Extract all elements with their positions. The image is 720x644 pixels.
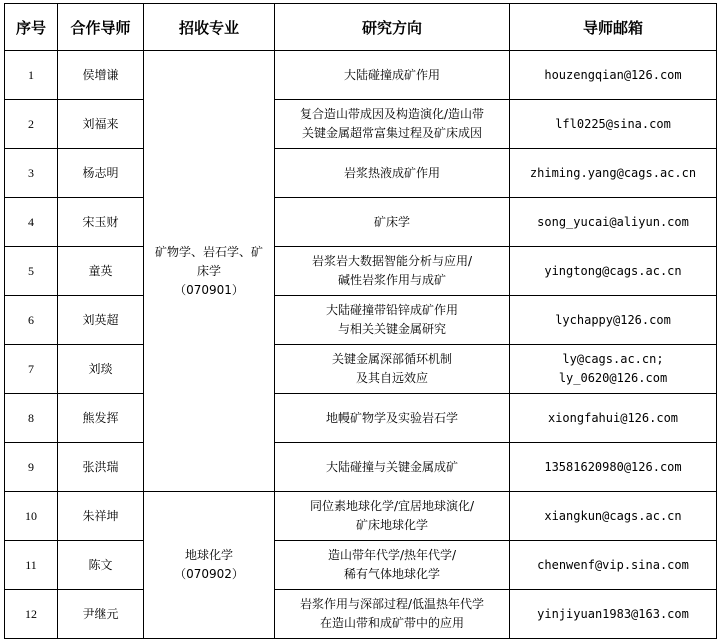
- research-direction: [275, 590, 510, 639]
- research-direction-line: 稀有气体地球化学: [343, 567, 440, 581]
- header-email: 导师邮箱: [510, 4, 717, 51]
- email-address: lychappy@126.com: [555, 312, 671, 327]
- major-cell: [144, 492, 275, 639]
- research-direction: [275, 541, 510, 590]
- advisor-name: 侯增谦: [58, 51, 144, 100]
- advisor-name: 熊发挥: [58, 394, 144, 443]
- research-direction-line: 岩浆岩大数据智能分析与应用/: [311, 254, 473, 268]
- research-direction-line: 大陆碰撞成矿作用: [343, 67, 440, 82]
- major-code: （070902）: [174, 567, 244, 581]
- advisor-name: 宋玉财: [58, 198, 144, 247]
- row-index: 2: [5, 100, 58, 149]
- email-address: song_yucai@aliyun.com: [537, 214, 689, 229]
- research-direction: [275, 492, 510, 541]
- research-direction: [275, 443, 510, 492]
- research-direction-line: 及其自远效应: [355, 371, 428, 385]
- research-direction-line: 关键金属超常富集过程及矿床成因: [301, 126, 482, 140]
- row-index: 10: [5, 492, 58, 541]
- table-row: [5, 247, 717, 296]
- major-name: 矿物学、岩石学、矿床学: [155, 244, 264, 278]
- row-index: 7: [5, 345, 58, 394]
- advisor-email[interactable]: [510, 100, 717, 149]
- advisor-name: 杨志明: [58, 149, 144, 198]
- research-direction: [275, 100, 510, 149]
- table-row: [5, 443, 717, 492]
- advisor-name: 尹继元: [58, 590, 144, 639]
- email-address: ly@cags.ac.cn;: [562, 352, 664, 366]
- research-direction-line: 大陆碰撞带铅锌成矿作用: [325, 303, 458, 317]
- email-address: xiangkun@cags.ac.cn: [544, 508, 682, 523]
- table-row: [5, 345, 717, 394]
- advisor-email[interactable]: [510, 492, 717, 541]
- research-direction-line: 碱性岩浆作用与成矿: [337, 273, 446, 287]
- table-row: [5, 541, 717, 590]
- email-address: houzengqian@126.com: [544, 67, 682, 82]
- table-row: [5, 590, 717, 639]
- row-index: 12: [5, 590, 58, 639]
- table-row: [5, 198, 717, 247]
- email-address: 13581620980@126.com: [544, 459, 682, 474]
- email-address: ly_0620@126.com: [558, 371, 668, 385]
- research-direction: [275, 394, 510, 443]
- table-row: [5, 51, 717, 100]
- advisor-name: 刘英超: [58, 296, 144, 345]
- row-index: 3: [5, 149, 58, 198]
- advisor-email[interactable]: [510, 345, 717, 394]
- row-index: 9: [5, 443, 58, 492]
- advisor-email[interactable]: [510, 443, 717, 492]
- research-direction-line: 矿床地球化学: [355, 518, 428, 532]
- advisor-name: 童英: [58, 247, 144, 296]
- research-direction-line: 地幔矿物学及实验岩石学: [325, 410, 458, 425]
- email-address: yingtong@cags.ac.cn: [544, 263, 682, 278]
- research-direction-line: 造山带年代学/热年代学/: [327, 548, 457, 562]
- header-advisor: 合作导师: [58, 4, 144, 51]
- major-code: （070901）: [174, 282, 244, 297]
- advisor-name: 刘福来: [58, 100, 144, 149]
- research-direction: [275, 296, 510, 345]
- research-direction: [275, 247, 510, 296]
- advisor-name: 张洪瑞: [58, 443, 144, 492]
- advisor-name: 陈文: [58, 541, 144, 590]
- major-name: 地球化学: [184, 548, 233, 562]
- research-direction-line: 与相关关键金属研究: [337, 322, 446, 336]
- header-major: 招收专业: [144, 4, 275, 51]
- table-row: [5, 394, 717, 443]
- header-index: 序号: [5, 4, 58, 51]
- research-direction: [275, 345, 510, 394]
- header-row: [5, 4, 717, 51]
- research-direction: [275, 198, 510, 247]
- advisor-email[interactable]: [510, 149, 717, 198]
- row-index: 1: [5, 51, 58, 100]
- row-index: 8: [5, 394, 58, 443]
- email-address: yinjiyuan1983@163.com: [537, 606, 689, 621]
- advisor-name: 朱祥坤: [58, 492, 144, 541]
- research-direction-line: 在造山带和成矿带中的应用: [319, 616, 464, 630]
- research-direction-line: 同位素地球化学/宜居地球演化/: [309, 499, 475, 513]
- email-address: xiongfahui@126.com: [547, 410, 679, 425]
- major-cell: [144, 51, 275, 492]
- research-direction-line: 关键金属深部循环机制: [331, 352, 452, 366]
- email-address: zhiming.yang@cags.ac.cn: [529, 165, 697, 180]
- research-direction: [275, 149, 510, 198]
- row-index: 11: [5, 541, 58, 590]
- email-address: lfl0225@sina.com: [555, 116, 671, 131]
- research-direction-line: 矿床学: [373, 214, 410, 229]
- row-index: 5: [5, 247, 58, 296]
- table-row: [5, 149, 717, 198]
- advisor-table: [4, 3, 717, 639]
- row-index: 6: [5, 296, 58, 345]
- advisor-email[interactable]: [510, 51, 717, 100]
- row-index: 4: [5, 198, 58, 247]
- advisor-email[interactable]: [510, 541, 717, 590]
- advisor-email[interactable]: [510, 198, 717, 247]
- table-row: [5, 296, 717, 345]
- research-direction: [275, 51, 510, 100]
- research-direction-line: 岩浆作用与深部过程/低温热年代学: [299, 597, 485, 611]
- research-direction-line: 复合造山带成因及构造演化/造山带: [299, 107, 485, 121]
- research-direction-line: 岩浆热液成矿作用: [343, 165, 440, 180]
- research-direction-line: 大陆碰撞与关键金属成矿: [325, 459, 458, 474]
- email-address: chenwenf@vip.sina.com: [537, 557, 689, 572]
- header-direction: 研究方向: [275, 4, 510, 51]
- table-row: [5, 100, 717, 149]
- table-row: [5, 492, 717, 541]
- advisor-name: 刘琰: [58, 345, 144, 394]
- advisor-email[interactable]: [510, 394, 717, 443]
- advisor-email[interactable]: [510, 247, 717, 296]
- advisor-email[interactable]: [510, 590, 717, 639]
- advisor-email[interactable]: [510, 296, 717, 345]
